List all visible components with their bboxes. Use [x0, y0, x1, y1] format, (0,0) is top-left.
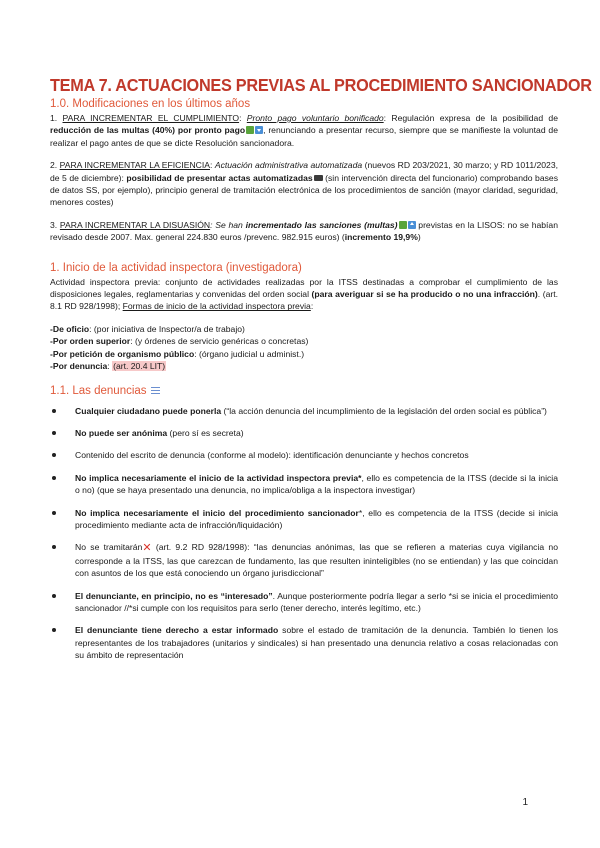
list-item: No puede ser anónima (pero sí es secreta)	[50, 427, 558, 439]
page-title: TEMA 7. ACTUACIONES PREVIAS AL PROCEDIMIENTO SANCIONADOR	[50, 75, 592, 95]
highlight-ref: (art. 20.4 LIT)	[113, 361, 166, 372]
list-item: El denunciante, en principio, no es “interesado”. Aunque posteriormente podría llegar a serlo *si se inicia el procedimiento sancionador //*si cumple con los requisitos para serlo (tener derecho, interés legítimo, etc.)	[50, 590, 558, 615]
arrow-down-icon	[255, 126, 263, 134]
heading-1-1: 1.1. Las denuncias	[50, 383, 558, 399]
cross-icon: ✕	[142, 542, 152, 555]
list-item: El denunciante tiene derecho a estar informado sobre el estado de tramitación de la denuncia. También lo tienen los representantes de los trabajadores (unitarios y sindicales) si han presentado una denuncia relativo a cosas relacionadas con su ámbito de representación	[50, 624, 558, 661]
list-item: No se tramitarán✕ (art. 9.2 RD 928/1998): “las denuncias anónimas, las que se refieren a materias cuya vigilancia no corresponde a la ITSS, las que carezcan de fundamento, las que resulten ininteligibles (no se entiendan) y las que coincidan con asuntos de los que está conociendo un órgano jurisdiccional”	[50, 541, 558, 579]
document-page	[50, 74, 592, 672]
list-item: No implica necesariamente el inicio del procedimiento sancionador*, ello es competencia de la ITSS (decide si inicia procedimiento mediante acta de infracción/liquidación)	[50, 507, 558, 532]
form-item: -Por orden superior: (y órdenes de servicio genéricas o concretas)	[50, 336, 309, 347]
paragraph-cumplimiento: 1. PARA INCREMENTAR EL CUMPLIMIENTO: Pronto pago voluntario bonificado: Regulación expresa de la posibilidad de reducción de las multas (40%) por pronto pago , renunciando a presentar recurso, siempre que se manifieste la voluntad de realizar el pago antes de que se dicte Resolución sancionadora.	[50, 113, 558, 148]
list-item: Cualquier ciudadano puede ponerla (“la acción denuncia del incumplimiento de la legislación del orden social es pública”)	[50, 405, 558, 417]
form-item: -Por denuncia: (art. 20.4 LIT)	[50, 361, 166, 372]
form-item: -De oficio: (por iniciativa de Inspector/a de trabajo)	[50, 323, 245, 334]
heading-1: 1. Inicio de la actividad inspectora (investigadora)	[50, 261, 302, 274]
paragraph-eficiencia: 2. PARA INCREMENTAR LA EFICIENCIA: Actuación administrativa automatizada (nuevos RD 203/2021, 30 marzo; y RD 1011/2023, de 5 de diciembre): posibilidad de presentar actas automatizadas (sin intervención directa del funcionario) comprobando bases de datos SS, por ejemplo), principio general de tramitación electrónica de los procedimientos de sanción (mayor claridad, seguridad, menores costes)	[50, 160, 558, 208]
list-item: Contenido del escrito de denuncia (conforme al modelo): identificación denunciante y hechos concretos	[50, 449, 558, 461]
denuncias-list	[50, 405, 558, 662]
money-icon	[246, 126, 254, 134]
list-icon	[151, 386, 160, 395]
money-icon	[399, 221, 407, 229]
computer-icon	[314, 175, 323, 181]
paragraph-actividad-previa: Actividad inspectora previa: conjunto de actividades realizadas por la ITSS destinadas a comprobar el cumplimiento de las disposiciones legales, reglamentarias y convenidas del orden social (para averiguar si se ha producido o no una infracción). (art. 8.1 RD 928/1998); Formas de inicio de la actividad inspectora previa:	[50, 276, 558, 312]
page-number: 1	[522, 797, 528, 808]
arrow-up-icon	[408, 221, 416, 229]
heading-1-0: 1.0. Modificaciones en los últimos años	[50, 98, 251, 110]
paragraph-disuasion: 3. PARA INCREMENTAR LA DISUASIÓN: Se han incrementado las sanciones (multas) previstas en la LISOS: no se habían revisado desde 2007. Max. general 224.830 euros /prevenc. 982.915 euros) (incremento 19,9%)	[50, 219, 558, 243]
form-item: -Por petición de organismo público: (órgano judicial u administ.)	[50, 348, 305, 359]
list-item: No implica necesariamente el inicio de la actividad inspectora previa*, ello es competencia de la ITSS (decide si la inicia o no) (que se haya presentado una denuncia, no implica/obliga a la inspectora investigar)	[50, 472, 558, 497]
